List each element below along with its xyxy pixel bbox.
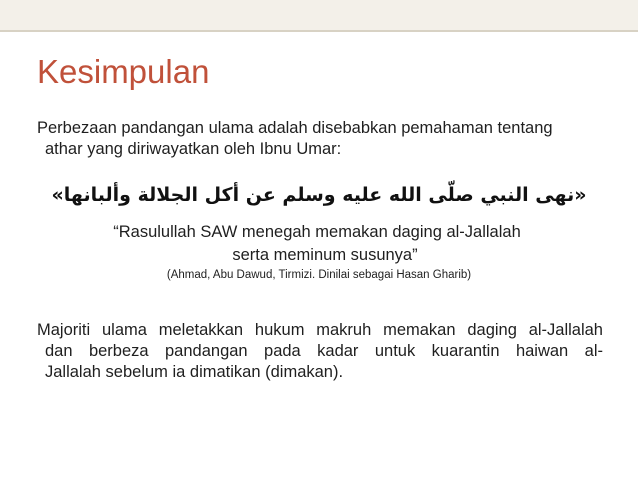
conclusion-line-3: Jallalah sebelum ia dimatikan (dimakan).: [45, 363, 344, 381]
arabic-hadith: «نهى النبي صلّى الله عليه وسلم عن أكل الجلالة وألبانها»: [51, 184, 587, 206]
conclusion-line-1: Majoriti ulama meletakkan hukum makruh memakan daging al-Jallalah: [37, 321, 603, 339]
header-divider: [0, 30, 638, 32]
intro-paragraph: [37, 118, 617, 160]
intro-line-1: Perbezaan pandangan ulama adalah disebabkan pemahaman tentang: [37, 119, 553, 137]
intro-line-2: athar yang diriwayatkan oleh Ibnu Umar:: [45, 140, 342, 158]
slide-title: Kesimpulan: [37, 53, 210, 90]
conclusion-line-2: dan berbeza pandangan pada kadar untuk kuarantin haiwan al-: [45, 342, 603, 360]
hadith-citation: (Ahmad, Abu Dawud, Tirmizi. Dinilai sebagai Hasan Gharib): [166, 269, 472, 281]
translation-line-2: serta meminum susunya”: [232, 246, 418, 264]
header-band: [0, 0, 638, 30]
translation-line-1: “Rasulullah SAW menegah memakan daging al-Jallalah: [113, 223, 521, 241]
conclusion-paragraph: [37, 320, 603, 383]
